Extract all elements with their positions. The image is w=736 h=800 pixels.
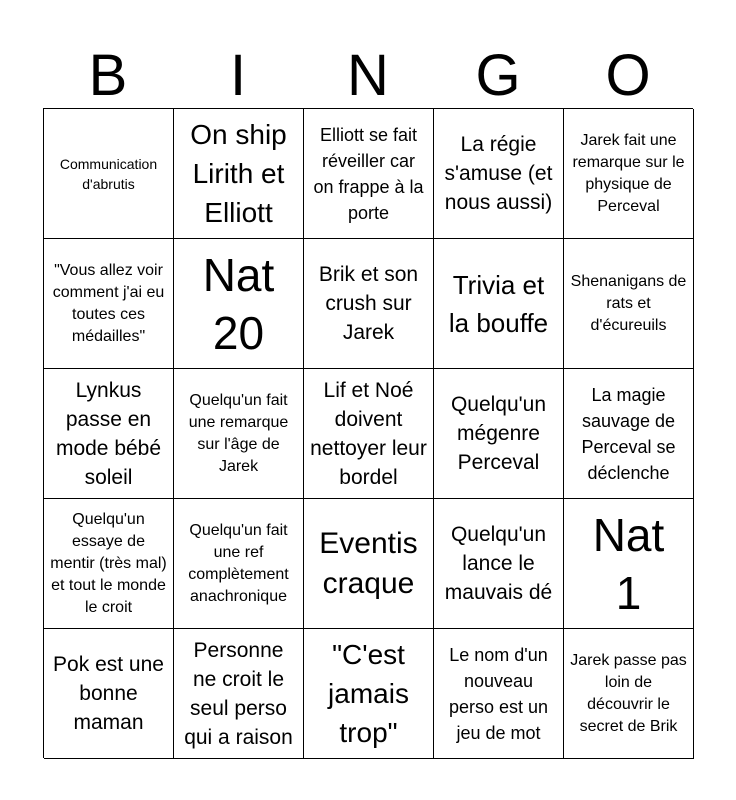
cell-text: Personne ne croit le seul perso qui a raison — [184, 638, 293, 749]
cell-text: "C'est jamais trop" — [328, 639, 409, 748]
bingo-cell-r5c3[interactable] — [304, 629, 434, 759]
bingo-cell-r1c1[interactable] — [44, 109, 174, 239]
cell-text: Quelqu'un fait une remarque sur l'âge de Jarek — [188, 391, 289, 475]
bingo-cell-r1c5[interactable] — [564, 109, 694, 239]
bingo-cell-r2c1[interactable] — [44, 239, 174, 369]
cell-text: Eventis craque — [319, 526, 418, 600]
bingo-cell-r5c1[interactable] — [44, 629, 174, 759]
bingo-cell-r2c4[interactable] — [434, 239, 564, 369]
bingo-cell-r3c5[interactable] — [564, 369, 694, 499]
bingo-grid — [43, 108, 693, 758]
header-letter-o: O — [605, 43, 651, 108]
header-letter-b: B — [88, 43, 128, 108]
cell-text: Quelqu'un essaye de mentir (très mal) et tout le monde le croit — [50, 510, 167, 616]
cell-text: Trivia et la bouffe — [448, 269, 549, 338]
cell-text: On ship Lirith et Elliott — [190, 119, 287, 228]
bingo-cell-r3c3[interactable] — [304, 369, 434, 499]
bingo-cell-r4c4[interactable] — [434, 499, 564, 629]
bingo-header — [43, 44, 693, 108]
bingo-cell-r4c1[interactable] — [44, 499, 174, 629]
header-letter-g: G — [475, 43, 521, 108]
bingo-cell-r2c3[interactable] — [304, 239, 434, 369]
cell-text: Brik et son crush sur Jarek — [318, 263, 419, 344]
bingo-cell-r2c5[interactable] — [564, 239, 694, 369]
header-letter-i: I — [229, 43, 247, 108]
cell-text: La magie sauvage de Perceval se déclenche — [581, 384, 676, 483]
header-letter-n: N — [347, 43, 389, 108]
cell-text: Jarek passe pas loin de découvrir le secret de Brik — [570, 651, 687, 735]
cell-text: Lif et Noé doivent nettoyer leur bordel — [310, 378, 427, 489]
bingo-cell-r2c2[interactable] — [174, 239, 304, 369]
bingo-cell-r3c4[interactable] — [434, 369, 564, 499]
cell-text: Quelqu'un lance le mauvais dé — [444, 523, 553, 604]
cell-text: Nat 1 — [592, 508, 665, 619]
bingo-cell-r1c4[interactable] — [434, 109, 564, 239]
bingo-cell-r4c2[interactable] — [174, 499, 304, 629]
cell-text: Le nom d'un nouveau perso est un jeu de mot — [448, 644, 549, 743]
bingo-cell-r3c2[interactable] — [174, 369, 304, 499]
bingo-cell-r1c2[interactable] — [174, 109, 304, 239]
bingo-cell-r4c3[interactable] — [304, 499, 434, 629]
cell-text: Nat 20 — [202, 248, 275, 359]
bingo-cell-r4c5[interactable] — [564, 499, 694, 629]
cell-text: Shenanigans de rats et d'écureuils — [570, 272, 687, 334]
cell-text: Lynkus passe en mode bébé soleil — [55, 378, 162, 489]
bingo-cell-r1c3[interactable] — [304, 109, 434, 239]
cell-text: Jarek fait une remarque sur le physique de Perceval — [572, 131, 685, 215]
cell-text: Quelqu'un mégenre Perceval — [450, 393, 547, 474]
cell-text: Communication d'abrutis — [59, 155, 158, 192]
bingo-cell-r3c1[interactable] — [44, 369, 174, 499]
bingo-cell-r5c2[interactable] — [174, 629, 304, 759]
cell-text: La régie s'amuse (et nous aussi) — [444, 133, 553, 214]
bingo-cell-r5c5[interactable] — [564, 629, 694, 759]
cell-text: Elliott se fait réveiller car on frappe à la porte — [313, 124, 424, 223]
cell-text: Pok est une bonne maman — [53, 653, 164, 734]
bingo-cell-r5c4[interactable] — [434, 629, 564, 759]
cell-text: Quelqu'un fait une ref complètement anachronique — [188, 521, 289, 605]
cell-text: "Vous allez voir comment j'ai eu toutes ces médailles" — [52, 261, 165, 345]
